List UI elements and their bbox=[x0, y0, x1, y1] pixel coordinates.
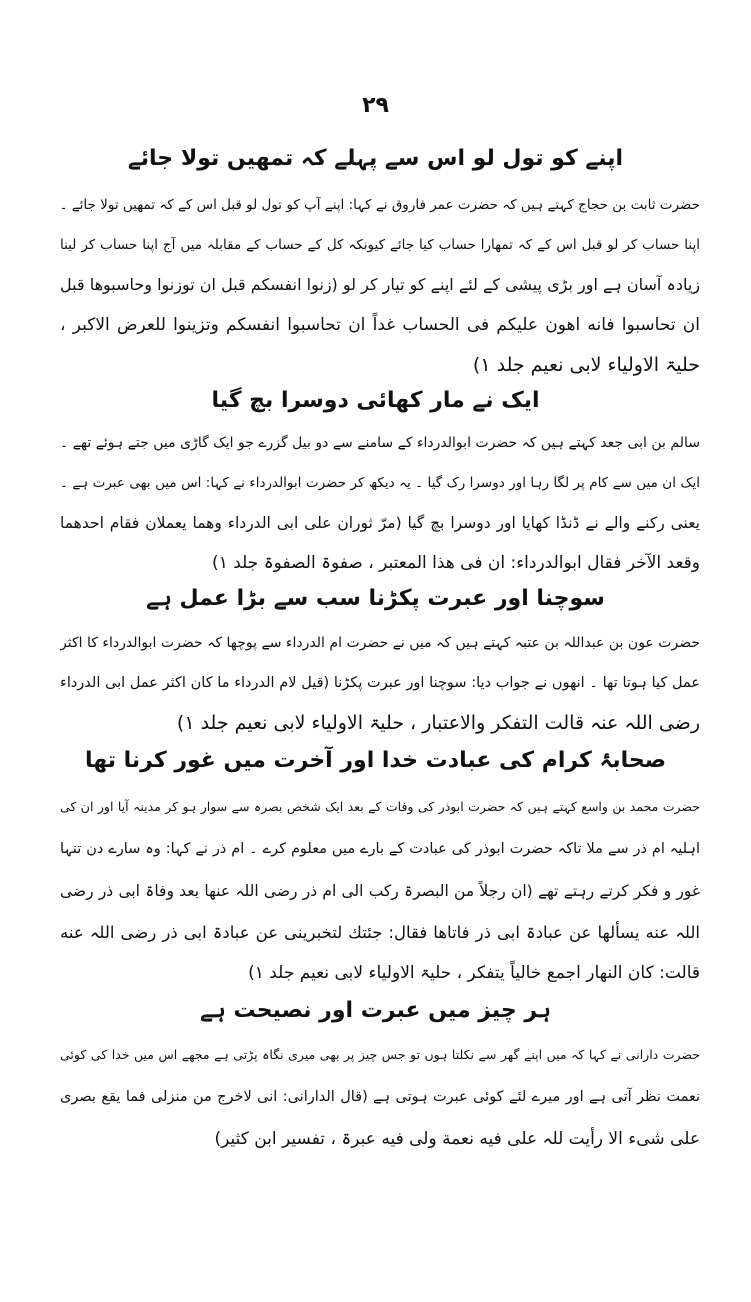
paragraph-line: نعمت نظر آتی ہے اور میرے لئے کوئی عبرت ہوتی ہے (قال الدارانی: انی لاخرج من منزلی فما یقع بصری bbox=[60, 1089, 700, 1105]
paragraph-line: اللہ عنه یسألھا عن عبادۃ ابی ذر فاتاھا فقال: جئتك لتخبرینی عن عبادۃ ابی ذر رضی اللہ عنه bbox=[60, 923, 700, 942]
citation-line: حلیۃ الاولیاء لابی نعیم جلد ۱) bbox=[472, 354, 700, 376]
paragraph-line: حضرت ثابت بن حجاج کہتے ہیں کہ حضرت عمر فاروق نے کہا: اپنے آپ کو تول لو قبل اس کے کہ تمھیں تولا جائے ۔ bbox=[60, 197, 700, 213]
section-heading-5: ہر چیز میں عبرت اور نصیحت ہے bbox=[200, 998, 551, 1023]
paragraph-line: سالم بن ابی جعد کہتے ہیں کہ حضرت ابوالدرداء کے سامنے سے دو بیل گزرے جو ایک گاڑی میں جتے ہوئے تھے ۔ bbox=[60, 435, 700, 451]
paragraph-line: غور و فکر کرتے رہتے تھے (ان رجلاً من البصرۃ رکب الی ام ذر رضی اللہ عنھا بعد وفاۃ ابی ذر رضی bbox=[60, 882, 700, 900]
paragraph-line: یعنی رکنے والے نے ڈنڈا کھایا اور دوسرا بچ گیا (مرّ ثوران علی ابی الدرداء وھما یعملان فقام احدھما bbox=[60, 514, 700, 532]
paragraph-line: اپنا حساب کر لو قبل اس کے کہ تمھارا حساب کیا جائے کیونکہ کل کے حساب کے مقابلہ میں آج اپنا حساب کر لینا bbox=[60, 237, 700, 253]
section-heading-3: سوچنا اور عبرت پکڑنا سب سے بڑا عمل ہے bbox=[146, 586, 605, 611]
paragraph-line: ایک ان میں سے کام پر لگا رہا اور دوسرا رک گیا ۔ یہ دیکھ کر حضرت ابوالدرداء نے کہا: اس میں بھی عبرت ہے ۔ bbox=[60, 475, 700, 491]
paragraph-line: حضرت محمد بن واسع کہتے ہیں کہ حضرت ابوذر کی وفات کے بعد ایک شخص بصرہ سے سوار ہو کر مدینہ آیا اور ان کی bbox=[60, 799, 700, 814]
paragraph-line: حضرت عون بن عبداللہ بن عتبہ کہتے ہیں کہ میں نے حضرت ام الدرداء سے پوچھا کہ حضرت ابوالدرداء کا اکثر bbox=[60, 635, 700, 651]
citation-line: رضی اللہ عنہ قالت التفکر والاعتبار ، حلیۃ الاولیاء لابی نعیم جلد ۱) bbox=[176, 712, 700, 734]
paragraph-line: ان تحاسبوا فانه اھون علیکم فی الحساب غداً ان تحاسبوا انفسکم وتزینوا للعرض الاکبر ، bbox=[60, 315, 700, 335]
paragraph-line: عمل کیا ہوتا تھا ۔ انھوں نے جواب دیا: سوچنا اور عبرت پکڑنا (قیل لام الدرداء ما کان اکثر عمل ابی الدرداء bbox=[60, 675, 700, 691]
section-heading-1: اپنے کو تول لو اس سے پہلے کہ تمھیں تولا جائے bbox=[127, 146, 624, 171]
section-heading-2: ایک نے مار کھائی دوسرا بچ گیا bbox=[211, 388, 540, 413]
citation-line: وقعد الآخر فقال ابوالدرداء: ان فی ھذا المعتبر ، صفوۃ الصفوۃ جلد ۱) bbox=[212, 553, 700, 573]
page-number: ۲۹ bbox=[362, 93, 389, 118]
citation-line: قالت: کان النھار اجمع خالیاً یتفکر ، حلیۃ الاولیاء لابی نعیم جلد ۱) bbox=[248, 963, 700, 983]
paragraph-line: اہلیہ ام ذر سے ملا تاکہ حضرت ابوذر کی عبادت کے بارے میں معلوم کرے ۔ ام ذر نے کہا: وہ سارے دن تنہا bbox=[60, 841, 700, 857]
paragraph-line: زیادہ آسان ہے اور بڑی پیشی کے لئے اپنے کو تیار کر لو (زنوا انفسکم قبل ان توزنوا وحاسبوھا قبل bbox=[60, 275, 700, 294]
citation-line: علی شیء الا رأیت للہ علی فیه نعمة ولی فیه عبرۃ ، تفسیر ابن کثیر) bbox=[214, 1129, 700, 1149]
paragraph-line: حضرت دارانی نے کہا کہ میں اپنے گھر سے نکلتا ہوں تو جس چیز پر بھی میری نگاہ پڑتی ہے مجھے اس میں خدا کی کوئی bbox=[60, 1047, 700, 1062]
section-heading-4: صحابۂ کرام کی عبادت خدا اور آخرت میں غور کرنا تھا bbox=[84, 748, 667, 773]
